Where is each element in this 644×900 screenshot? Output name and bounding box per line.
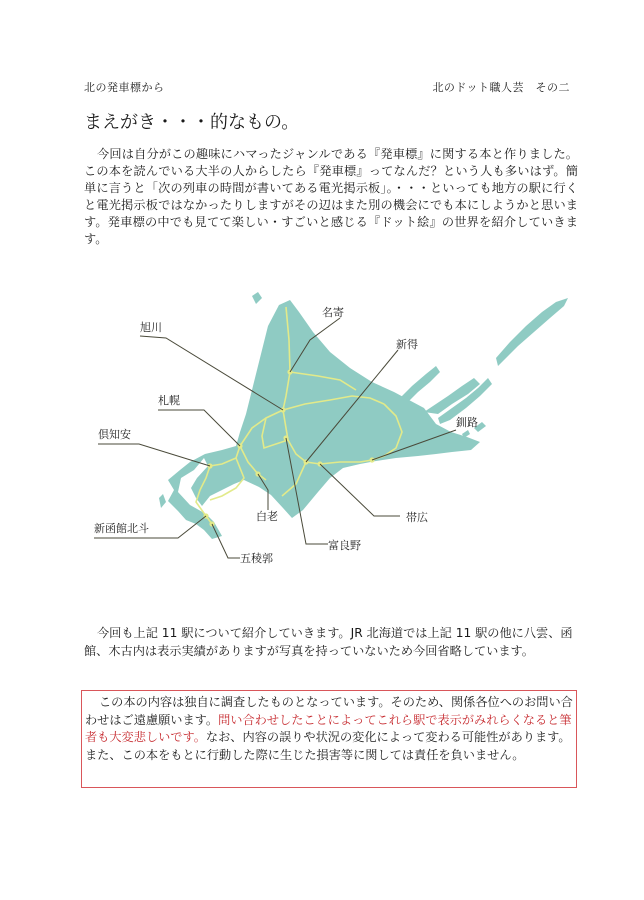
label-obihiro: 帯広: [406, 511, 428, 524]
disclaimer-part-1: この本の内容は独自に調査したものとなっています。そのため、関係各位へのお問い合わせはご遠慮願います。: [85, 695, 573, 727]
station-summary-paragraph: 今回も上記 11 駅について紹介していきます。JR 北海道では上記 11 駅の他に八雲、函館、木古内は表示実績がありますが写真を持っていないため今回省略しています。: [84, 626, 573, 658]
rishiri-island: [252, 292, 262, 304]
hokkaido-landmass: [168, 300, 480, 539]
okushiri-island: [159, 494, 166, 508]
label-shiraoi: 白老: [256, 510, 278, 523]
label-kushiro: 釧路: [456, 416, 478, 429]
page-title: まえがき・・・的なもの。: [84, 112, 300, 133]
label-shinhakodate: 新函館北斗: [94, 522, 149, 535]
disclaimer-box: [81, 690, 577, 788]
intro-paragraph: 今回は自分がこの趣味にハマったジャンルである『発車標』に関する本と作りました。この本を読んでいる大半の人からしたら『発車標』ってなんだ？という人も多いはず。簡単に言うと「次の列車の時間が書いてある電光掲示板」。・・・といっても地方の駅に行くと電光掲示板ではなかったりしますがその辺はまた別の機会にでも本にしようかと思います。発車標の中でも見てて楽しい・すごいと感じる『ドット絵』の世界を紹介していきます。: [84, 147, 578, 246]
header-right: 北のドット職人芸 その二: [432, 81, 570, 94]
label-asahikawa: 旭川: [140, 321, 162, 334]
header-left: 北の発車標から: [84, 81, 165, 94]
hokkaido-map: [0, 280, 644, 600]
label-sapporo: 札幌: [158, 394, 180, 407]
shiretoko-peninsula: [400, 366, 440, 402]
label-kutchan: 倶知安: [98, 428, 131, 441]
label-goryokaku: 五稜郭: [240, 552, 273, 565]
label-shintoku: 新得: [396, 338, 418, 351]
disclaimer-highlight: 問い合わせしたことによってこれら駅で表示がみれらくなると筆者も大変悲しいです。: [85, 712, 572, 744]
disclaimer-text: [85, 694, 573, 764]
label-nayoro: 名寄: [322, 306, 344, 319]
disclaimer-part-3: なお、内容の誤りや状況の変化によって変わる可能性があります。また、この本をもとに行動した際に生じた損害等に関しては責任を負いません。: [85, 730, 571, 762]
label-furano: 富良野: [328, 539, 361, 552]
etorofu-island: [496, 298, 568, 366]
